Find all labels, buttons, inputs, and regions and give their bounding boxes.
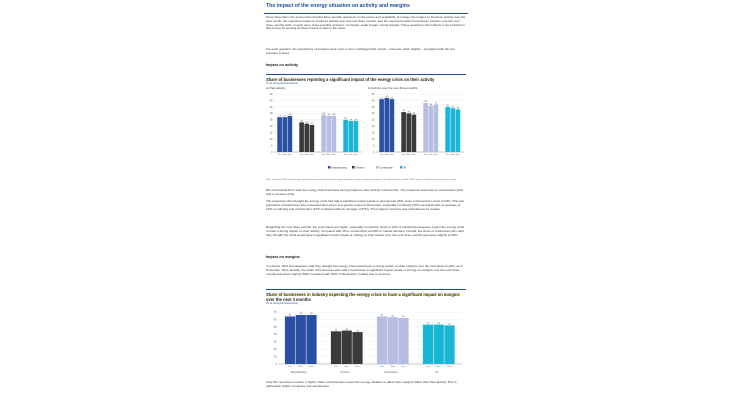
chart1a-bar — [343, 117, 348, 152]
chart2-bar — [306, 315, 316, 364]
chart1b-bar — [390, 99, 395, 152]
paragraph-4: In industry, 30% of businesses said they thought the energy crisis would have a strong impact on their margins over the next three months, as in November. More broadly, the share of businesses who said it would have a significant impact (weak or strong) on margins over the next three months was down slightly (52% compared with 60% in November), notably due to services. — [266, 264, 464, 276]
intro-paragraph-2: For each question, the proportions of answers were more or less unchanged this month – and even down slightly – compared with the two previous surveys. — [266, 47, 455, 55]
chart1a-ytick-label: 40 — [269, 99, 273, 103]
chart1a-value-label: 22 — [305, 121, 308, 124]
chart2-ytick-label: 20 — [273, 348, 277, 352]
chart2-bar — [444, 325, 454, 364]
chart2-value-label: 64 — [288, 314, 292, 317]
chart1a-value-label: 21 — [310, 123, 314, 126]
chart2-bar — [377, 316, 387, 364]
chart1a-category-label: Nov — [326, 154, 331, 156]
chart1b-value-label: 41 — [390, 97, 394, 100]
page-title: The impact of the energy situation on activity and margins — [266, 3, 410, 9]
chart2-category-label: Nov — [436, 366, 441, 368]
chart2-category-label: Nov — [298, 366, 303, 368]
chart1-title: Share of businesses reporting a significant impact of the energy crisis on their activity — [266, 77, 435, 82]
chart2-value-label: 63 — [391, 315, 394, 318]
chart2-category-label: Oct — [380, 366, 384, 368]
chart2-value-label: 66 — [310, 313, 313, 316]
chart2-category-label: Nov — [390, 366, 395, 368]
chart1a-ytick-label: 10 — [269, 138, 273, 142]
chart1b-category-label: Oct — [379, 154, 384, 156]
chart2-bar — [434, 322, 444, 364]
chart1a-value-label: 25 — [344, 117, 347, 120]
chart1a-bar — [282, 117, 287, 152]
chart2-ytick-label: 40 — [273, 333, 277, 337]
chart1a-ytick-label: 0 — [271, 150, 273, 154]
chart2-ytick-label: 50 — [273, 325, 277, 329]
chart1b-category-label: Dec — [455, 154, 460, 156]
chart1b-value-label: 37 — [434, 102, 438, 105]
chart2-category-label: Oct — [334, 366, 338, 368]
chart2-series-label: All — [435, 371, 439, 374]
chart1a-ytick-label: 35 — [269, 105, 273, 109]
chart1b-ytick-label: 35 — [371, 105, 375, 109]
chart1b-ytick-label: 10 — [371, 138, 375, 142]
chart2-category-label: Oct — [288, 366, 292, 368]
chart1b-ytick-label: 15 — [371, 131, 375, 135]
legend-swatch — [400, 166, 403, 169]
chart1b-value-label: 38 — [424, 101, 427, 104]
chart1b-category-label: Dec — [389, 154, 394, 156]
legend-label: Manufacturing — [331, 166, 347, 170]
panel-b-label: b) Activity over the next three months — [368, 86, 418, 90]
chart1b-value-label: 34 — [451, 106, 454, 109]
chart1b-value-label: 29 — [412, 112, 416, 115]
chart1a-ytick-label: 20 — [269, 125, 273, 129]
intro-paragraph-1: Since November, the survey has included three specific questions on the prices and availability of energy: the impact on business activity over the past month, the expected impact on business activity over the next three months, and the expected impact on business margins over the next three months (with, in each case, three possible answers: no impact, weak impact, strong impact). These questions will continue to be included in this survey for as long as these issues remain in the news. — [266, 15, 466, 31]
chart2-bar — [423, 322, 433, 364]
chart1a-category-label: Oct — [299, 154, 304, 156]
chart1a-category-label: Oct — [343, 154, 348, 156]
chart2-value-label: 45 — [345, 328, 348, 331]
chart1b-ytick-label: 0 — [373, 150, 375, 154]
chart1b-ytick-label: 25 — [371, 118, 375, 122]
chart2-unit: (% of surveyed businesses) — [266, 302, 298, 305]
chart1b-bar — [456, 109, 461, 152]
chart1b-bar — [406, 113, 411, 152]
chart2-bar — [398, 318, 408, 364]
paragraph-1: 8% of industrial firms said the energy crisis had had a strong impact on their activity in December. The proportion was lower in construction (4%) and in services (3%). — [266, 188, 464, 196]
chart1a-ytick-label: 25 — [269, 118, 273, 122]
chart1b-category-label: Nov — [428, 154, 433, 156]
chart1b-value-label: 42 — [385, 96, 388, 99]
chart2-value-label: 53 — [437, 322, 440, 325]
chart1b-category-label: Nov — [384, 154, 389, 156]
chart1a-bar — [310, 125, 315, 152]
chart1-unit: (% of surveyed businesses) — [266, 82, 298, 85]
chart1a-bar — [348, 121, 353, 152]
chart2-bar — [352, 332, 362, 364]
chart1b-category-label: Nov — [450, 154, 455, 156]
chart2-svg — [266, 308, 466, 378]
chart1a-category-label: Nov — [348, 154, 353, 156]
chart2-ytick-label: 0 — [275, 362, 277, 366]
chart2-value-label: 44 — [334, 329, 338, 332]
chart1b-category-label: Dec — [411, 154, 416, 156]
chart2-bar — [388, 317, 398, 364]
chart2-bar — [331, 331, 341, 364]
legend-swatch — [352, 166, 355, 169]
chart2-series-label: Manufacturing — [291, 371, 307, 374]
chart2-ytick-label: 30 — [273, 340, 277, 344]
chart1b-bar — [428, 103, 433, 152]
legend-swatch — [376, 166, 379, 169]
chart2-value-label: 52 — [448, 323, 451, 326]
chart1b-bar — [450, 108, 455, 152]
chart1b-value-label: 35 — [446, 105, 449, 108]
chart2-category-label: Nov — [344, 366, 349, 368]
section-heading-margins: Impact on margins — [266, 255, 300, 259]
chart1b-value-label: 36 — [429, 103, 432, 106]
paragraph-3: Regarding the next three months, the proportions are higher, especially in industry: close to 10% of industrial businesses expect the energy crisis to have a strong impact on their activity, compared with 6% in construction and 8% in market services. Overall, the share of businesses who said they thought the crisis would have a significant impact (weak or strong) on their activity over the next three months was down slightly at 32%. — [266, 225, 465, 237]
chart1a-value-label: 29 — [322, 112, 325, 115]
chart1a-ytick-label: 15 — [269, 131, 273, 135]
chart2-value-label: 64 — [380, 314, 384, 317]
chart1b-value-label: 33 — [456, 107, 460, 110]
panel-a-label: a) Past activity — [266, 86, 286, 90]
section-heading-activity: Impact on activity — [266, 63, 299, 67]
chart1b-bar — [434, 104, 439, 152]
chart1a-category-label: Oct — [321, 154, 326, 156]
chart1a-value-label: 24 — [354, 119, 358, 122]
chart1b-bar — [412, 112, 417, 152]
chart1a-value-label: 28 — [327, 114, 330, 117]
chart2-title: Share of businesses in industry expecting the energy crisis to have a significant impact on margins over the next 3 months — [266, 292, 460, 302]
chart2-category-label: Dec — [401, 366, 406, 368]
chart2-bar — [285, 316, 295, 364]
chart2-category-label: Dec — [309, 366, 314, 368]
chart1a-bar — [321, 112, 326, 152]
chart1a-value-label: 28 — [332, 114, 336, 117]
chart1b-category-label: Oct — [445, 154, 450, 156]
chart1a-ytick-label: 30 — [269, 112, 273, 116]
chart1b-category-label: Oct — [423, 154, 428, 156]
chart1b-value-label: 30 — [407, 111, 410, 114]
legend-label: Construction — [379, 166, 393, 170]
chart1b-ytick-label: 20 — [371, 125, 375, 129]
chart1-svg — [266, 86, 466, 178]
chart1b-ytick-label: 45 — [371, 92, 375, 96]
chart1b-value-label: 31 — [402, 110, 405, 113]
paragraph-2: The proportion who thought the energy crisis had had a significant impact (weak or strong) was 23%, close to November's level of 24%. This sub-population of businesses also increased their prices to a greater extent in December, especially in industry (27% compared with an average of 16% in industry) and construction (47% compared with an average of 37%). The impact in services was estimated to be weaker. — [266, 199, 465, 211]
chart1a-bar — [304, 121, 309, 152]
chart1a-value-label: 27 — [283, 115, 286, 118]
chart1b-category-label: Nov — [406, 154, 411, 156]
chart1a-category-label: Nov — [282, 154, 287, 156]
chart1a-bar — [288, 116, 293, 152]
chart1b-ytick-label: 40 — [371, 99, 375, 103]
chart1b-bar — [423, 103, 428, 152]
chart2-value-label: 66 — [299, 313, 302, 316]
legend-label: All — [403, 166, 407, 170]
chart2-bar — [296, 315, 306, 364]
chart1b-category-label: Oct — [401, 154, 406, 156]
chart1a-value-label: 27 — [278, 115, 281, 118]
chart1a-category-label: Dec — [331, 154, 336, 156]
chart1b-bar — [384, 98, 389, 152]
chart2-ytick-label: 60 — [273, 318, 277, 322]
chart2-series-label: Services — [340, 371, 350, 374]
chart1b-category-label: Dec — [433, 154, 438, 156]
chart1b-bar — [401, 112, 406, 152]
title-bar — [264, 3, 468, 14]
paragraph-5: Over the next three months, a higher share of businesses expect the energy situation to affect their margins rather than their activity. This is particularly visible in industry and construction. — [266, 380, 457, 388]
chart1-note: Note: In industry, 28% of businesses said the energy situation had had a significant impact on their activity in December. Over the next three months, 38% expect a significant impact on their activity. — [266, 179, 457, 181]
chart2-ytick-label: 10 — [273, 355, 277, 359]
chart1a-ytick-label: 45 — [269, 92, 273, 96]
chart1b-ytick-label: 30 — [371, 112, 375, 116]
chart1a-value-label: 23 — [300, 120, 303, 123]
document-page — [260, 0, 472, 410]
chart2-series-label: Construction — [383, 371, 398, 374]
chart1a-category-label: Nov — [304, 154, 309, 156]
chart2-value-label: 53 — [426, 322, 430, 325]
chart2-bar — [342, 328, 352, 364]
chart2-value-label: 43 — [356, 330, 359, 333]
legend-label: Services — [355, 166, 365, 170]
chart1a-bar — [326, 116, 331, 152]
chart1a-value-label: 24 — [349, 119, 352, 122]
chart1a-category-label: Dec — [309, 154, 314, 156]
legend-swatch — [328, 166, 331, 169]
chart1b-bar — [445, 107, 450, 152]
chart1a-ytick-label: 5 — [271, 144, 273, 148]
chart2-value-label: 62 — [402, 316, 405, 319]
chart1a-value-label: 28 — [288, 114, 292, 117]
chart2-category-label: Dec — [355, 366, 360, 368]
chart1b-ytick-label: 5 — [373, 144, 375, 148]
chart1a-bar — [354, 121, 359, 152]
chart1a-category-label: Oct — [277, 154, 282, 156]
chart1a-category-label: Dec — [287, 154, 292, 156]
chart1a-bar — [299, 122, 304, 152]
chart2-ytick-label: 70 — [273, 310, 277, 314]
chart2-category-label: Dec — [447, 366, 452, 368]
chart1b-bar — [379, 99, 384, 152]
chart1a-bar — [277, 117, 282, 152]
chart1a-category-label: Dec — [353, 154, 358, 156]
chart1b-value-label: 41 — [380, 97, 383, 100]
chart1a-bar — [332, 116, 337, 152]
chart2-category-label: Oct — [426, 366, 430, 368]
